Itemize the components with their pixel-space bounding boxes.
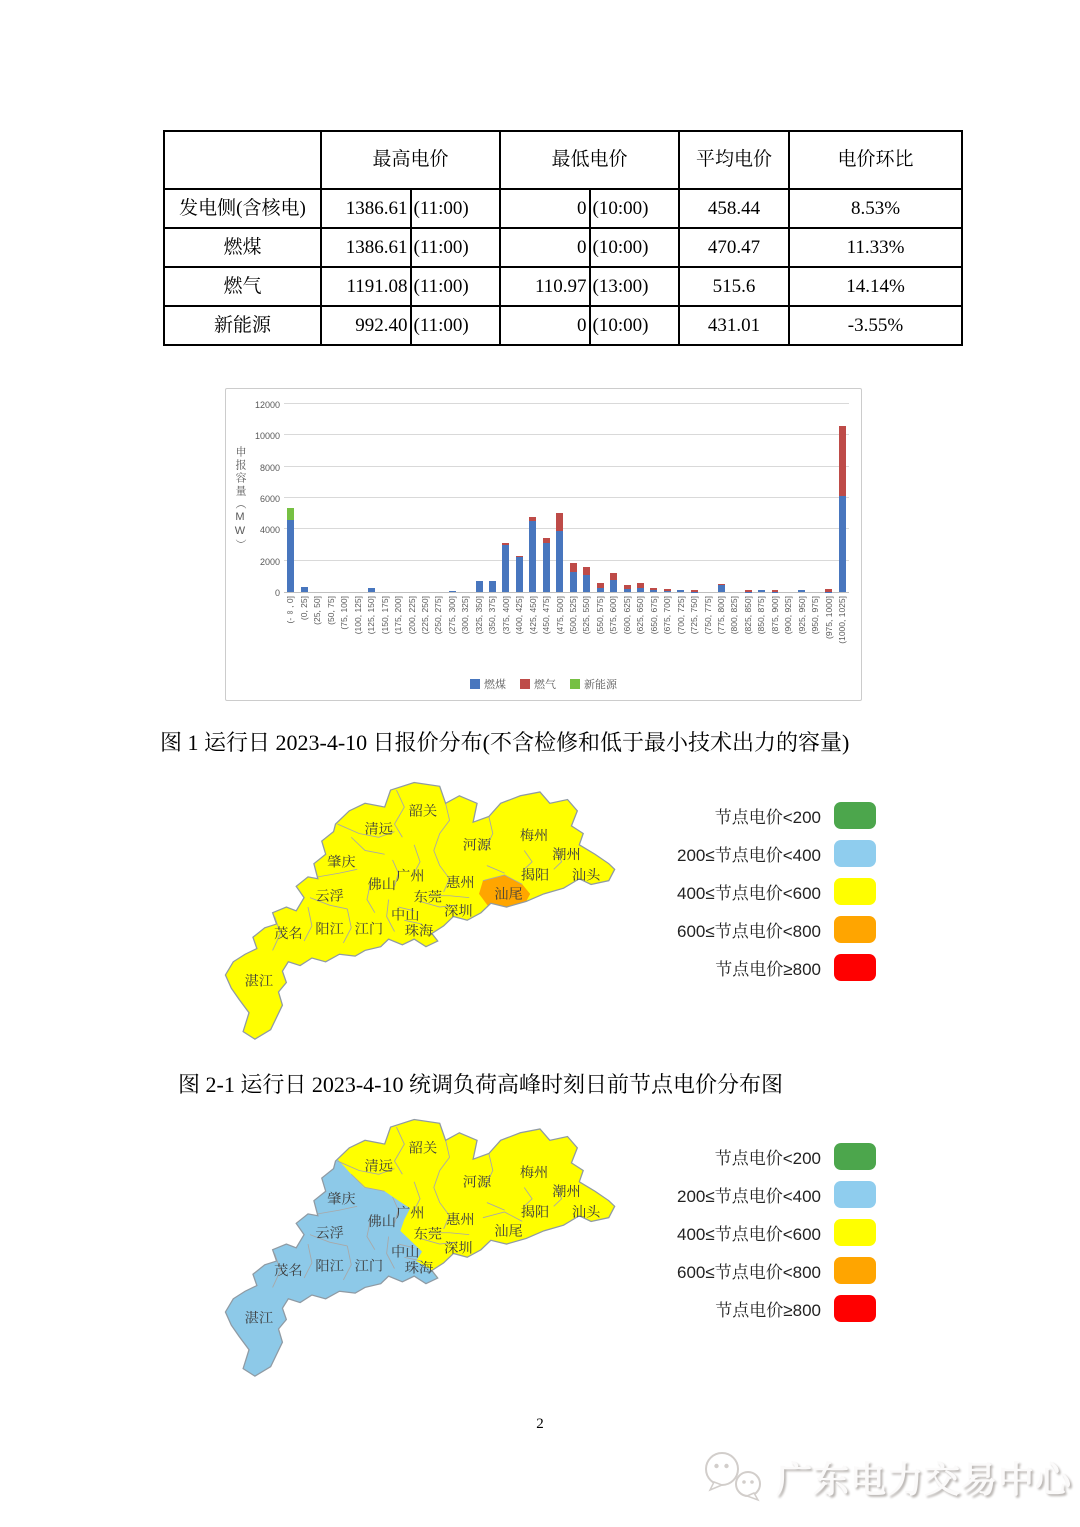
max-time: (11:00) (411, 306, 501, 345)
min-time: (10:00) (590, 228, 680, 267)
table-row (164, 228, 962, 267)
max-value: 992.40 (321, 306, 411, 345)
mom-value: 8.53% (789, 189, 962, 228)
y-tick-label: 8000 (259, 462, 280, 473)
x-tick-label: (750, 775] (702, 596, 713, 635)
city-label: 江门 (354, 1257, 384, 1274)
x-tick-label: (650, 675] (648, 596, 659, 635)
city-label: 云浮 (315, 887, 344, 904)
table-row (164, 267, 962, 306)
x-tick-label: (225, 250] (420, 596, 430, 635)
city-label: 潮州 (552, 846, 581, 862)
city-label: 梅州 (519, 1164, 549, 1181)
row-name: 新能源 (164, 306, 321, 345)
y-tick-label: 0 (274, 588, 280, 598)
min-time: (10:00) (590, 306, 680, 345)
map-legend-row: 600≤节点电价<800 (686, 916, 876, 943)
x-tick-label: (700, 725] (675, 596, 686, 635)
header-max-price: 最高电价 (321, 131, 500, 189)
figure-1-caption: 图 1 运行日 2023-4-10 日报价分布(不含检修和低于最小技术出力的容量) (160, 730, 850, 755)
city-label: 揭阳 (520, 866, 550, 883)
avg-value: 470.47 (679, 228, 789, 267)
x-tick-label: (875, 900] (769, 596, 780, 635)
legend-color-chip (834, 1295, 876, 1322)
stacked-bar (597, 583, 604, 592)
x-tick-label: (450, 475] (541, 596, 552, 635)
legend-color-chip (834, 1219, 876, 1246)
row-name: 发电侧(含核电) (164, 189, 321, 228)
stacked-bar (637, 583, 644, 592)
city-label: 湛江 (244, 1309, 274, 1326)
table-row (164, 189, 962, 228)
max-time: (11:00) (411, 228, 501, 267)
x-tick-label: (625, 650] (635, 596, 646, 635)
x-tick-label: (350, 375] (487, 596, 498, 635)
legend-item: 燃气 (520, 676, 556, 692)
min-value: 0 (500, 228, 590, 267)
y-tick-label: 10000 (254, 431, 280, 442)
stacked-bar (301, 587, 308, 592)
x-tick-label: (725, 750] (689, 596, 700, 635)
x-tick-label: (575, 600] (608, 596, 619, 635)
nodal-price-map-peak (192, 775, 654, 1058)
stacked-bar (476, 581, 483, 592)
city-label: 汕尾 (494, 1222, 523, 1239)
bid-distribution-chart (225, 388, 862, 701)
city-label: 深圳 (444, 1239, 473, 1256)
stacked-bar (825, 589, 832, 592)
x-tick-label: (975, 1000] (823, 596, 834, 640)
x-tick-label: (100, 125] (352, 596, 363, 635)
map-legend-row: 600≤节点电价<800 (686, 1257, 876, 1284)
x-tick-label: (25, 50] (312, 596, 323, 625)
map-legend-row: 节点电价≥800 (686, 954, 876, 981)
map-legend-row: 400≤节点电价<600 (686, 1219, 876, 1246)
city-label: 韶关 (408, 802, 438, 819)
city-label: 阳江 (315, 920, 344, 937)
city-label: 深圳 (444, 902, 473, 919)
x-tick-label: (1000, 1025] (837, 596, 848, 644)
city-label: 肇庆 (327, 1190, 356, 1207)
avg-value: 515.6 (679, 267, 789, 306)
stacked-bar (772, 590, 779, 592)
city-label: 江门 (354, 920, 384, 937)
row-name: 燃煤 (164, 228, 321, 267)
legend-color-chip (834, 1257, 876, 1284)
brand-name: 广东电力交易中心 (775, 1458, 1072, 1500)
mom-value: 14.14% (789, 267, 962, 306)
stacked-bar (583, 567, 590, 592)
x-tick-label: (600, 625] (621, 596, 632, 635)
city-label: 韶关 (408, 1139, 438, 1156)
x-tick-label: (200, 225] (406, 596, 417, 635)
stacked-bar (758, 590, 765, 592)
header-min-price: 最低电价 (500, 131, 679, 189)
min-value: 110.97 (500, 267, 590, 306)
min-time: (10:00) (590, 189, 680, 228)
stacked-bar (368, 588, 375, 592)
footer-watermark (698, 1448, 1072, 1506)
stacked-bar (610, 573, 617, 592)
city-label: 茂名 (274, 925, 303, 942)
city-label: 梅州 (519, 827, 549, 844)
x-tick-label: (800, 825] (729, 596, 740, 635)
legend-color-chip (834, 802, 876, 829)
legend-color-chip (834, 954, 876, 981)
city-label: 清远 (364, 1157, 394, 1174)
city-label: 汕头 (571, 866, 601, 883)
x-tick-label: (500, 525] (567, 596, 578, 635)
legend-item: 燃煤 (470, 676, 506, 692)
city-label: 清远 (364, 820, 394, 837)
stacked-bar (745, 590, 752, 592)
max-time: (11:00) (411, 267, 501, 306)
map-legend-row: 节点电价<200 (686, 1143, 876, 1170)
city-label: 佛山 (367, 876, 396, 893)
x-tick-label: (525, 550] (581, 596, 592, 635)
nodal-price-map-2 (192, 1112, 654, 1395)
province-shape (225, 783, 614, 1040)
city-label: 珠海 (404, 922, 434, 939)
max-value: 1386.61 (321, 189, 411, 228)
stacked-bar (516, 556, 523, 593)
x-tick-label: (900, 925] (783, 596, 794, 635)
city-label: 湛江 (244, 972, 274, 989)
y-tick-label: 12000 (254, 400, 280, 410)
x-tick-label: (75, 100] (339, 596, 350, 630)
city-label: 中山 (391, 906, 420, 923)
legend-color-chip (834, 916, 876, 943)
table-header-row (164, 131, 962, 189)
y-axis-title: 申报容量（MW） (234, 446, 246, 552)
stacked-bar (449, 591, 456, 592)
city-label: 云浮 (315, 1224, 344, 1241)
x-tick-label: (850, 875] (756, 596, 767, 635)
price-summary-table (163, 130, 963, 346)
wechat-icon (698, 1448, 770, 1506)
chart-legend (226, 676, 861, 692)
x-tick-label: (125, 150] (366, 596, 377, 635)
legend-color-chip (834, 840, 876, 867)
avg-value: 458.44 (679, 189, 789, 228)
city-label: 河源 (462, 836, 492, 853)
y-tick-label: 2000 (259, 556, 280, 567)
legend-color-chip (834, 1143, 876, 1170)
x-tick-label: (-∞, 0] (285, 596, 296, 624)
table-row (164, 306, 962, 345)
city-label: 惠州 (446, 874, 475, 891)
stacked-bar (677, 590, 684, 592)
legend-color-chip (834, 878, 876, 905)
map-legend-row: 200≤节点电价<400 (686, 840, 876, 867)
x-tick-label: (250, 275] (433, 596, 444, 635)
stacked-bar (624, 585, 631, 592)
x-tick-label: (675, 700] (662, 596, 673, 635)
map-legend-row: 200≤节点电价<400 (686, 1181, 876, 1208)
avg-value: 431.01 (679, 306, 789, 345)
stacked-bar (570, 563, 577, 592)
x-tick-label: (825, 850] (742, 596, 753, 635)
city-label: 肇庆 (327, 853, 356, 870)
stacked-bar (718, 584, 725, 592)
stacked-bar (691, 590, 698, 592)
x-tick-label: (925, 950] (796, 596, 807, 635)
map-legend-row: 400≤节点电价<600 (686, 878, 876, 905)
stacked-bar (529, 517, 536, 592)
map-legend-row: 节点电价<200 (686, 802, 876, 829)
x-tick-label: (475, 500] (554, 596, 565, 635)
city-label: 广州 (395, 867, 425, 884)
max-time: (11:00) (411, 189, 501, 228)
mom-value: 11.33% (789, 228, 962, 267)
legend-color-chip (834, 1181, 876, 1208)
header-price-mom: 电价环比 (789, 131, 962, 189)
x-axis-labels (284, 596, 849, 672)
max-value: 1191.08 (321, 267, 411, 306)
x-tick-label: (0, 25] (298, 596, 309, 621)
max-value: 1386.61 (321, 228, 411, 267)
map-legend-2 (677, 1143, 876, 1322)
legend-item: 新能源 (570, 676, 617, 692)
stacked-bar (287, 508, 294, 592)
x-tick-label: (950, 975] (810, 596, 821, 635)
stacked-bar (664, 589, 671, 592)
min-value: 0 (500, 306, 590, 345)
table-corner-cell (164, 131, 321, 189)
stacked-bar (502, 543, 509, 592)
x-tick-label: (275, 300] (446, 596, 457, 635)
mom-value: -3.55% (789, 306, 962, 345)
city-label: 河源 (462, 1173, 492, 1190)
x-tick-label: (175, 200] (393, 596, 404, 635)
stacked-bar (798, 590, 805, 592)
figure-2-caption: 图 2-1 运行日 2023-4-10 统调负荷高峰时刻日前节点电价分布图 (178, 1072, 783, 1097)
y-tick-label: 4000 (259, 525, 280, 536)
page-number: 2 (536, 1416, 544, 1432)
map-legend-1 (677, 802, 876, 981)
stacked-bar (489, 581, 496, 592)
x-tick-label: (150, 175] (379, 596, 390, 635)
x-tick-label: (400, 425] (514, 596, 525, 635)
city-label: 汕尾 (494, 885, 523, 902)
city-label: 潮州 (552, 1183, 581, 1199)
stacked-bar (556, 513, 563, 592)
y-tick-label: 6000 (259, 494, 280, 504)
min-time: (13:00) (590, 267, 680, 306)
city-label: 揭阳 (520, 1203, 550, 1220)
header-avg-price: 平均电价 (679, 131, 789, 189)
stacked-bar (650, 588, 657, 592)
stacked-bar (543, 538, 550, 593)
min-value: 0 (500, 189, 590, 228)
x-tick-label: (50, 75] (325, 596, 336, 625)
bar-plot (284, 405, 849, 593)
city-label: 茂名 (274, 1262, 303, 1279)
x-tick-label: (325, 350] (473, 596, 484, 635)
city-label: 惠州 (446, 1211, 475, 1228)
row-name: 燃气 (164, 267, 321, 306)
x-tick-label: (375, 400] (500, 596, 511, 635)
city-label: 佛山 (367, 1213, 396, 1230)
city-label: 东莞 (413, 1225, 443, 1242)
x-tick-label: (550, 575] (594, 596, 605, 635)
city-label: 东莞 (413, 888, 443, 905)
stacked-bar (839, 426, 846, 592)
city-label: 中山 (391, 1243, 420, 1260)
city-label: 珠海 (404, 1259, 434, 1276)
x-tick-label: (775, 800] (715, 596, 726, 635)
x-tick-label: (425, 450] (527, 596, 538, 635)
city-label: 汕头 (571, 1203, 601, 1220)
x-tick-label: (300, 325] (460, 596, 471, 635)
map-legend-row: 节点电价≥800 (686, 1295, 876, 1322)
city-label: 阳江 (315, 1257, 344, 1274)
city-label: 广州 (395, 1204, 425, 1221)
